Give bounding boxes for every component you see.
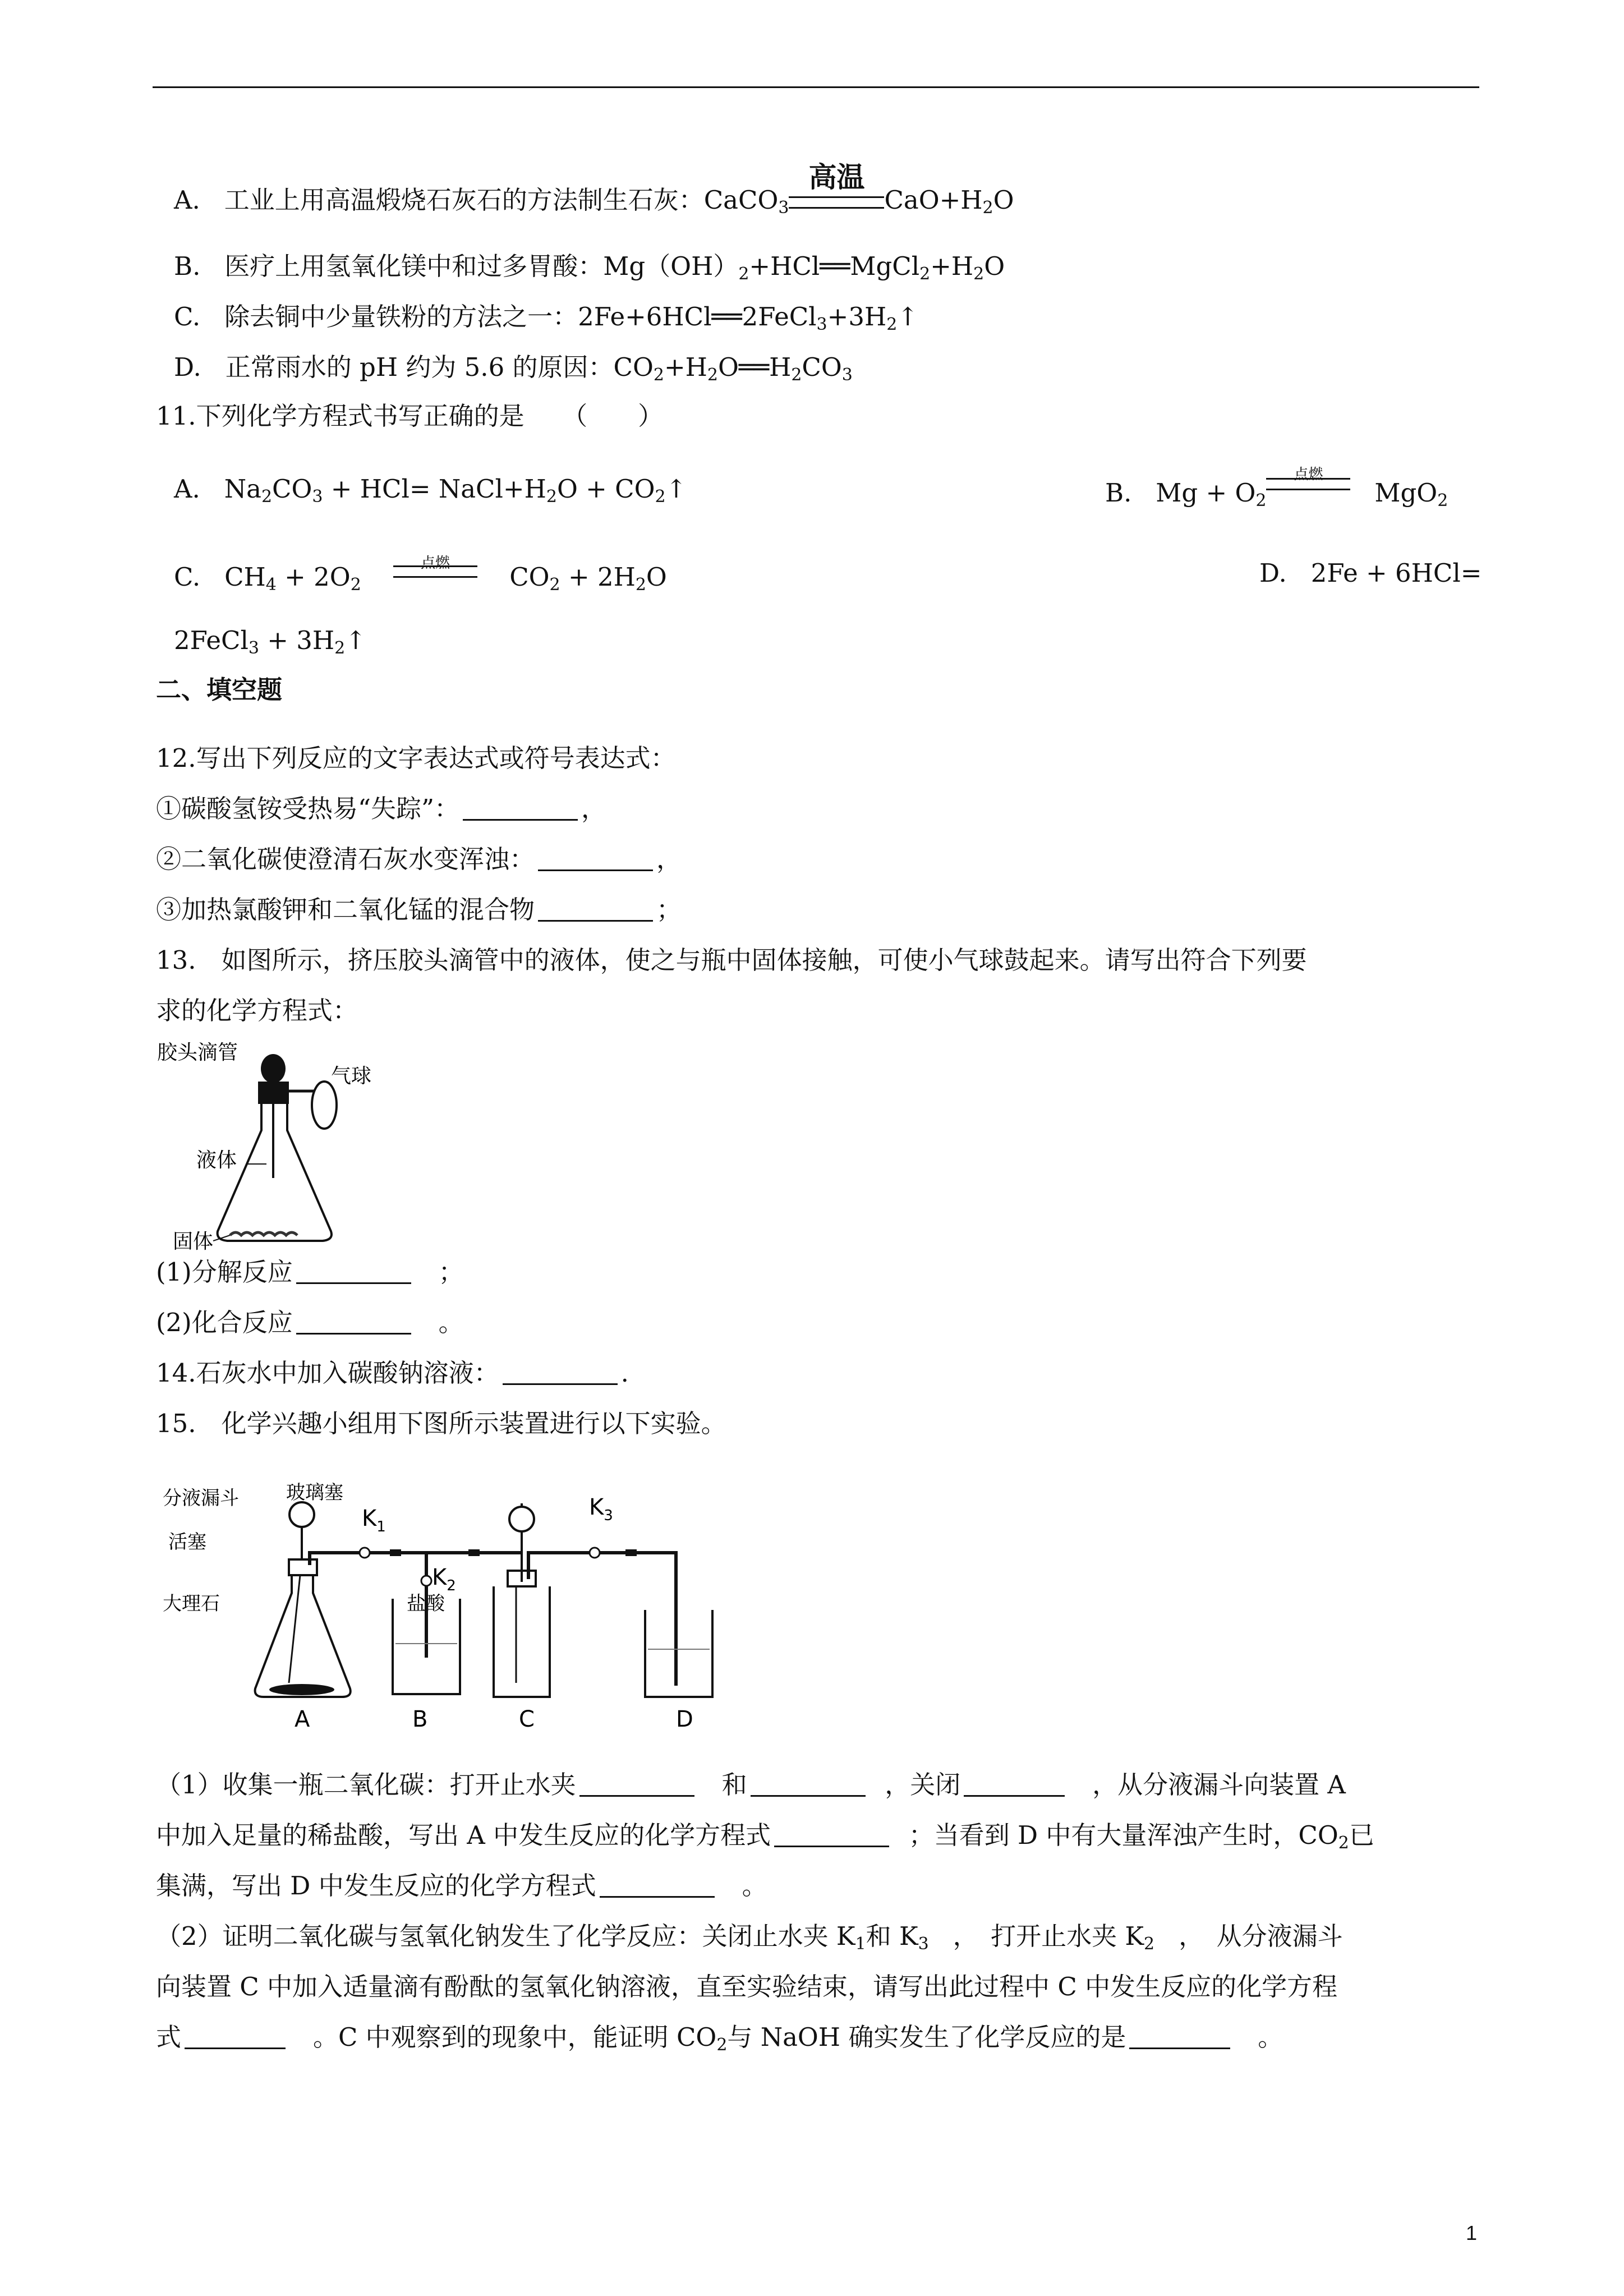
q15-part2-line3: 式 。C 中观察到的现象中，能证明 $CO_2$与 NaOH 确实发生了化学反应的是 。 [156, 2022, 1283, 2055]
q11-option-c: C. $CH_4 + 2O_2$ 点燃 $CO_2 + 2H_2O$ [174, 555, 667, 595]
condition-high-temp: 高温 [789, 180, 884, 213]
q10-option-a: A. 工业上用高温煅烧石灰石的方法制生石灰：CaCO$_3$ 高温 $CaO+H_2O$ [174, 160, 1014, 218]
q15-stem: 15. 化学兴趣小组用下图所示装置进行以下实验。 [156, 1409, 726, 1438]
dropper-bulb-icon [261, 1054, 286, 1083]
label-liquid: 液体 [196, 1149, 237, 1172]
q14: 14.石灰水中加入碳酸钠溶液： . [156, 1358, 629, 1388]
q11-stem: 11.下列化学方程式书写正确的是 （ ） [156, 401, 664, 431]
clamp-k1-icon [360, 1548, 370, 1558]
stopper-icon [258, 1082, 289, 1104]
q11-option-d: D. 2Fe + 6HCl= [1259, 558, 1482, 588]
balloon-icon [312, 1082, 337, 1129]
q13-part-2: (2)化合反应 。 [156, 1308, 464, 1337]
q15-part2-line2: 向装置 C 中加入适量滴有酚酞的氢氧化钠溶液，直至实验结束，请写出此过程中 C 中发生反应的化学方程 [156, 1972, 1338, 2001]
label-valve: 活塞 [168, 1531, 206, 1553]
q15-part1-line1: （1）收集一瓶二氧化碳：打开止水夹 和 ，关闭 ，从分液漏斗向装置 A [156, 1770, 1346, 1800]
label-funnel: 分液漏斗 [163, 1487, 239, 1510]
q13-stem-line2: 求的化学方程式： [156, 996, 358, 1025]
q12-item-1: ①碳酸氢铵受热易“失踪”： ， [156, 794, 607, 823]
q13-figure-flask-balloon [151, 1038, 404, 1257]
condition-ignite: 点燃 [1266, 472, 1350, 506]
label-solid: 固体 [173, 1230, 214, 1253]
q12-item-3: ③加热氯酸钾和二氧化锰的混合物 ； [156, 895, 682, 924]
section-heading: 二、填空题 [156, 675, 283, 705]
label-a: A [295, 1706, 310, 1732]
q13-part-1: (1)分解反应 ； [156, 1257, 464, 1287]
label-stopper: 玻璃塞 [286, 1481, 343, 1504]
flask-a-icon [255, 1575, 351, 1697]
q15-part1-line2: 中加入足量的稀盐酸，写出 A 中发生反应的化学方程式 ；当看到 D 中有大量浑浊产生时，$CO_2$已 [156, 1820, 1374, 1853]
svg-text:K1: $K_1$ [362, 1506, 386, 1535]
flask-icon [218, 1104, 332, 1241]
beaker-d-icon [645, 1610, 712, 1697]
q11-option-b: B. $Mg + O_2$ 点燃 MgO$_2$ [1105, 466, 1448, 510]
condition-ignite: 点燃 [393, 556, 477, 590]
label-marble: 大理石 [163, 1593, 220, 1615]
header-rule [153, 86, 1479, 88]
label-b: B [412, 1706, 428, 1732]
marble-icon [269, 1684, 334, 1695]
svg-text:K2: $K_2$ [432, 1565, 456, 1594]
funnel-c-icon [509, 1507, 534, 1531]
funnel-a-icon [289, 1502, 314, 1527]
q15-part1-line3: 集满，写出 D 中发生反应的化学方程式 。 [156, 1871, 767, 1901]
svg-text:K3: $K_3$ [589, 1494, 613, 1524]
page-number: 1 [1465, 2221, 1477, 2244]
label-acid: 盐酸 [407, 1593, 445, 1615]
q13-stem-line1: 13. 如图所示，挤压胶头滴管中的液体，使之与瓶中固体接触，可使小气球鼓起来。请写出符合下列要 [156, 945, 1307, 975]
q10-option-c: C. 除去铜中少量铁粉的方法之一：$2Fe+6HCl══2FeCl_3+3H_2↑$ [174, 302, 919, 334]
label-c: C [519, 1706, 535, 1732]
label-balloon: 气球 [331, 1065, 372, 1088]
q12-item-2: ②二氧化碳使澄清石灰水变浑浊： ， [156, 844, 682, 874]
clamp-k2-icon [421, 1576, 431, 1586]
q15-figure-apparatus [157, 1481, 752, 1739]
label-dropper: 胶头滴管 [157, 1041, 238, 1064]
bottle-c-icon [494, 1586, 550, 1697]
q11-option-d-continued: 2FeCl$_3$ + $3H_2↑$ [174, 625, 366, 658]
label-d: D [676, 1706, 693, 1732]
q12-stem: 12.写出下列反应的文字表达式或符号表达式： [156, 743, 676, 773]
q10-option-b: B. 医疗上用氢氧化镁中和过多胃酸：$Mg(OH)_2+HCl══MgCl_2+H_2O$ [174, 251, 1005, 284]
q15-part2-line1: （2）证明二氧化碳与氢氧化钠发生了化学反应：关闭止水夹 $K_1$和 $K_3$ ， 打开止水夹 $K_2$ ， 从分液漏斗 [156, 1921, 1343, 1954]
q10-option-d: D. 正常雨水的 pH 约为 5.6 的原因：$CO_2+H_2O══H_2CO_3$ [174, 352, 853, 385]
q11-option-a: A. $Na_2CO_3 + HCl=$ $NaCl+H_2O$ + $CO_2↑$ [174, 474, 687, 507]
clamp-k3-icon [590, 1548, 600, 1558]
